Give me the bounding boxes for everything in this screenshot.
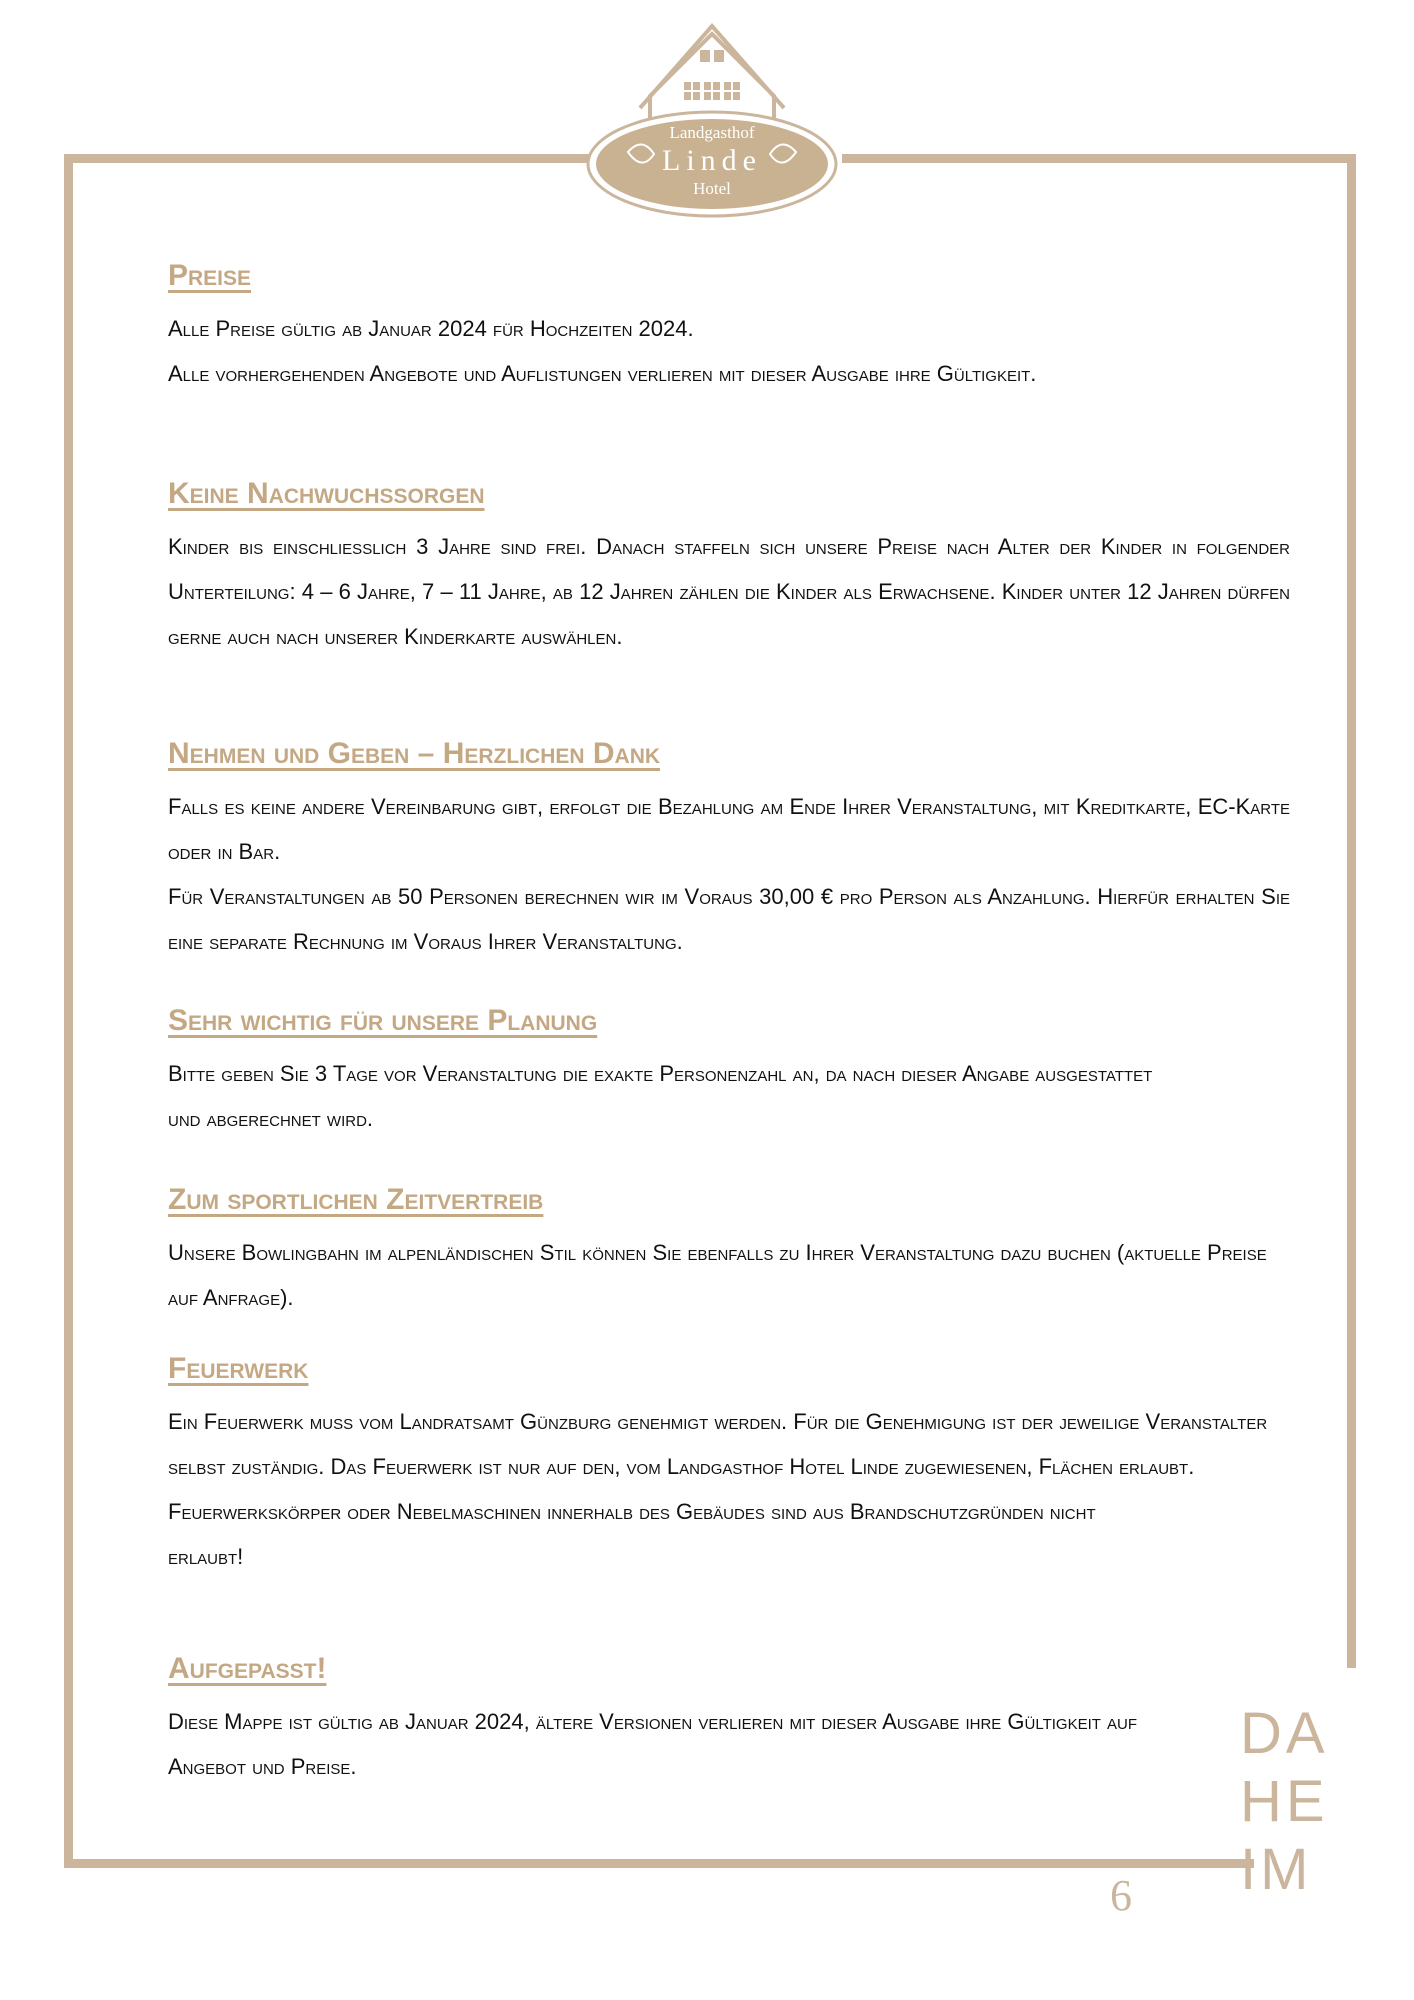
section-preise	[168, 256, 1290, 396]
landgasthof-linde-logo	[580, 20, 844, 220]
daheim-brand	[1240, 1700, 1340, 1904]
section-heading: Keine Nachwuchssorgen	[168, 477, 485, 510]
section-heading: Preise	[168, 259, 252, 292]
section-keine-nachwuchssorgen	[168, 474, 1290, 659]
section-paragraph: Falls es keine andere Vereinbarung gibt, erfolgt die Bezahlung am Ende Ihrer Veranstaltung, mit Kreditkarte, EC-Karte oder in Bar.	[168, 794, 1290, 864]
logo-name: Linde	[662, 144, 762, 177]
section-paragraph: Unsere Bowlingbahn im alpenländischen Stil können Sie ebenfalls zu Ihrer Veranstaltung dazu buchen (aktuelle Preise auf Anfrage).	[168, 1240, 1267, 1310]
section-paragraph: Kinder bis einschließlich 3 Jahre sind frei. Danach staffeln sich unsere Preise nach Alter der Kinder in folgender Unterteilung: 4 – 6 Jahre, 7 – 11 Jahre, ab 12 Jahren zählen die Kinder als Erwachsene. Kinder unter 12 Jahren dürfen gerne auch nach unserer Kinderkarte auswählen.	[168, 534, 1290, 649]
section-zeitvertreib	[168, 1180, 1290, 1320]
section-paragraph: Feuerwerkskörper oder Nebelmaschinen innerhalb des Gebäudes sind aus Brandschutzgründen nicht erlaubt!	[168, 1499, 1096, 1569]
section-feuerwerk	[168, 1349, 1290, 1579]
logo-top-text: Landgasthof	[669, 123, 755, 142]
section-paragraph: Alle vorhergehenden Angebote und Auflistungen verlieren mit dieser Ausgabe ihre Gültigkeit.	[168, 361, 1037, 386]
section-heading: Sehr wichtig für unsere Planung	[168, 1004, 598, 1037]
section-nehmen-und-geben	[168, 734, 1290, 964]
section-paragraph: Ein Feuerwerk muss vom Landratsamt Günzburg genehmigt werden. Für die Genehmigung ist der jeweilige Veranstalter selbst zuständig. Das Feuerwerk ist nur auf den, vom Landgasthof Hotel Linde zugewiesenen, Flächen erlaubt.	[168, 1409, 1268, 1479]
section-planung	[168, 1001, 1290, 1141]
section-paragraph: Für Veranstaltungen ab 50 Personen berechnen wir im Voraus 30,00 € pro Person als Anzahlung. Hierfür erhalten Sie eine separate Rechnung im Voraus Ihrer Veranstaltung.	[168, 884, 1290, 954]
brand-line: IM	[1240, 1837, 1313, 1902]
section-paragraph: Diese Mappe ist gültig ab Januar 2024, ältere Versionen verlieren mit dieser Ausgabe ihre Gültigkeit auf Angebot und Preise.	[168, 1709, 1138, 1779]
brand-line: HE	[1240, 1769, 1329, 1834]
brand-line: DA	[1240, 1701, 1329, 1766]
section-heading: Nehmen und Geben – Herzlichen Dank	[168, 737, 661, 770]
section-paragraph: Alle Preise gültig ab Januar 2024 für Hochzeiten 2024.	[168, 316, 694, 341]
section-heading: Feuerwerk	[168, 1352, 309, 1385]
frame-top-right	[842, 154, 1356, 163]
logo-bottom-text: Hotel	[693, 179, 731, 198]
section-paragraph: Bitte geben Sie 3 Tage vor Veranstaltung die exakte Personenzahl an, da nach dieser Angabe ausgestattet und abgerechnet wird.	[168, 1061, 1153, 1131]
section-heading: Aufgepasst!	[168, 1652, 327, 1685]
frame-left	[64, 154, 73, 1868]
frame-top-left	[64, 154, 596, 163]
section-aufgepasst	[168, 1649, 1290, 1789]
frame-bottom	[64, 1859, 1254, 1868]
section-heading: Zum sportlichen Zeitvertreib	[168, 1183, 544, 1216]
frame-right	[1347, 154, 1356, 1668]
page-number: 6	[1110, 1871, 1132, 1920]
